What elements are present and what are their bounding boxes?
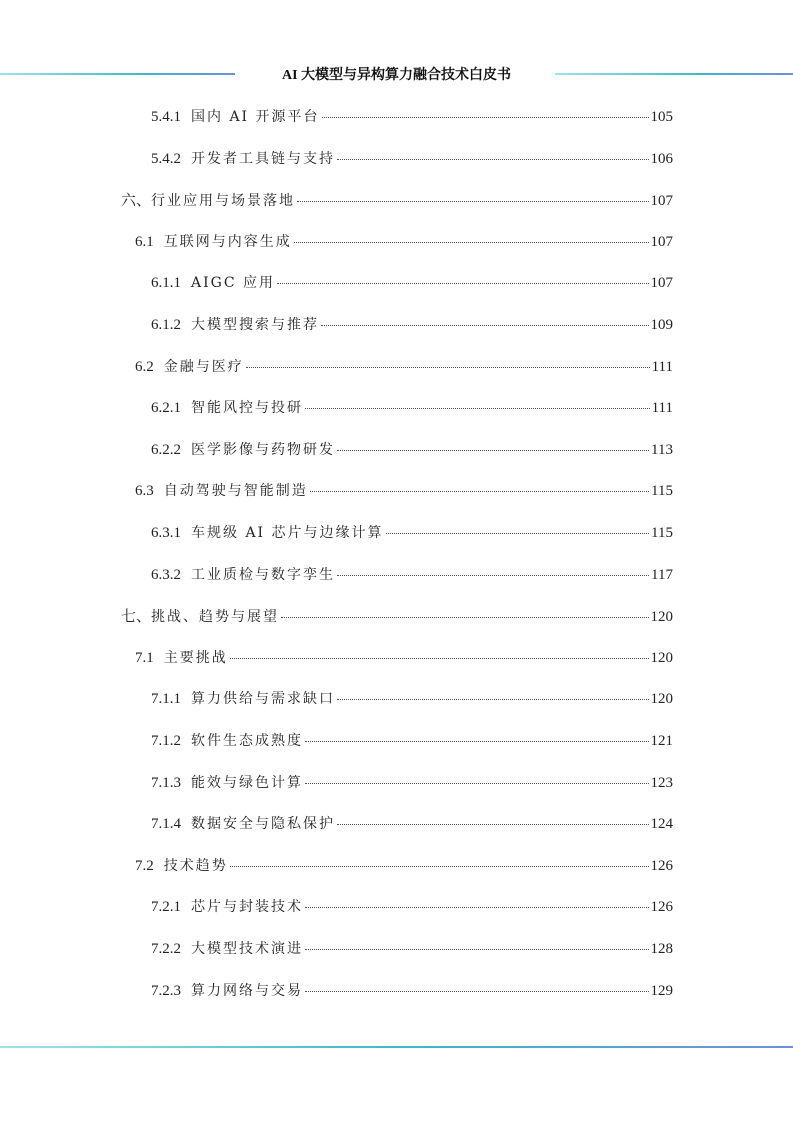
toc-entry-title: AIGC 应用 — [191, 275, 275, 292]
toc-entry-number: 6.1.2 — [151, 317, 181, 333]
toc-entry[interactable] — [135, 356, 673, 376]
toc-entry[interactable] — [135, 855, 673, 875]
toc-entry-number: 7.1.2 — [151, 733, 181, 749]
toc-entry-title: 开发者工具链与支持 — [191, 150, 335, 167]
toc-entry[interactable] — [151, 522, 673, 542]
toc-entry-number: 7.1.4 — [151, 816, 181, 833]
toc-leader-dots — [305, 907, 649, 908]
toc-entry-number: 7.2.2 — [151, 941, 181, 957]
toc-entry[interactable] — [151, 564, 673, 584]
toc-leader-dots — [305, 991, 649, 992]
toc-entry-page: 126 — [650, 857, 673, 874]
toc-entry-page: 126 — [650, 899, 673, 916]
toc-leader-dots — [281, 617, 648, 618]
toc-entry-page: 106 — [650, 150, 673, 167]
toc-entry-number: 7.1.3 — [151, 774, 181, 791]
toc-entry-page: 109 — [650, 317, 673, 333]
toc-entry-title: 数据安全与隐私保护 — [191, 816, 335, 833]
toc-entry-title: 车规级 AI 芯片与边缘计算 — [191, 525, 384, 541]
toc-entry[interactable] — [151, 314, 673, 334]
toc-entry-number: 六、 — [121, 193, 152, 210]
toc-entry[interactable] — [151, 106, 673, 126]
toc-entry-title: 主要挑战 — [163, 649, 228, 666]
toc-leader-dots — [277, 283, 649, 284]
toc-entry-title: 软件生态成熟度 — [191, 733, 303, 749]
toc-entry[interactable] — [121, 189, 673, 209]
toc-entry[interactable] — [151, 688, 673, 708]
toc-entry-number: 6.2.2 — [151, 441, 181, 458]
toc-entry-number: 6.3 — [135, 483, 154, 500]
toc-entry-number: 5.4.2 — [151, 150, 181, 167]
toc-entry-number: 七、 — [121, 609, 152, 626]
toc-entry-number: 7.2.3 — [151, 982, 181, 999]
toc-entry[interactable] — [151, 896, 673, 916]
page-header-title: AI 大模型与异构算力融合技术白皮书 — [281, 68, 512, 83]
toc-entry-page: 117 — [651, 566, 673, 583]
toc-leader-dots — [294, 242, 649, 243]
toc-leader-dots — [297, 201, 648, 202]
toc-entry-number: 6.3.1 — [151, 525, 181, 541]
toc-entry[interactable] — [135, 480, 673, 500]
toc-entry[interactable] — [151, 813, 673, 833]
toc-entry[interactable] — [151, 272, 673, 292]
toc-leader-dots — [305, 949, 649, 950]
toc-entry[interactable] — [151, 730, 673, 750]
toc-entry-number: 6.1.1 — [151, 275, 181, 292]
toc-entry[interactable] — [151, 980, 673, 1000]
toc-leader-dots — [337, 699, 649, 700]
toc-entry[interactable] — [151, 148, 673, 168]
toc-entry-title: 智能风控与投研 — [191, 400, 303, 417]
toc-entry-title: 互联网与内容生成 — [163, 233, 292, 250]
toc-leader-dots — [230, 658, 649, 659]
toc-leader-dots — [386, 533, 650, 534]
toc-entry[interactable] — [151, 397, 673, 417]
toc-leader-dots — [322, 117, 649, 118]
toc-entry-title: 算力供给与需求缺口 — [191, 691, 335, 708]
toc-entry-title: 大模型搜索与推荐 — [191, 317, 319, 333]
toc-entry-number: 7.1.1 — [151, 691, 181, 708]
toc-leader-dots — [321, 325, 649, 326]
toc-entry-title: 能效与绿色计算 — [191, 774, 303, 791]
toc-leader-dots — [305, 783, 649, 784]
toc-entry-title: 自动驾驶与智能制造 — [163, 483, 308, 500]
toc-entry-title: 行业应用与场景落地 — [151, 193, 296, 210]
toc-entry-title: 技术趋势 — [163, 857, 228, 874]
toc-entry-page: 115 — [651, 483, 673, 500]
toc-entry-number: 7.2.1 — [151, 899, 181, 916]
toc-entry-page: 107 — [650, 233, 673, 250]
toc-entry-page: 107 — [650, 275, 673, 292]
toc-entry-page: 129 — [650, 982, 673, 999]
toc-entry-number: 5.4.1 — [151, 109, 181, 125]
toc-entry-page: 105 — [650, 109, 673, 125]
toc-entry-page: 120 — [650, 609, 673, 626]
footer-line — [0, 1046, 793, 1048]
toc-entry-title: 工业质检与数字孪生 — [191, 566, 335, 583]
toc-entry-number: 6.3.2 — [151, 566, 181, 583]
toc-leader-dots — [337, 159, 649, 160]
toc-entry[interactable] — [135, 647, 673, 667]
toc-leader-dots — [337, 575, 649, 576]
toc-entry-number: 6.1 — [135, 233, 154, 250]
toc-entry[interactable] — [151, 772, 673, 792]
toc-entry-page: 113 — [651, 441, 673, 458]
toc-entry-page: 111 — [651, 358, 673, 375]
toc-entry-title: 芯片与封装技术 — [191, 899, 303, 916]
toc-leader-dots — [305, 741, 649, 742]
toc-entry-number: 6.2.1 — [151, 400, 181, 417]
toc-entry-number: 6.2 — [135, 358, 154, 375]
toc-leader-dots — [337, 824, 649, 825]
toc-entry-number: 7.1 — [135, 649, 154, 666]
toc-entry-title: 国内 AI 开源平台 — [191, 109, 320, 125]
toc-entry-title: 大模型技术演进 — [191, 941, 303, 957]
toc-entry[interactable] — [135, 231, 673, 251]
toc-entry-page: 128 — [650, 941, 673, 957]
toc-entry-page: 123 — [650, 774, 673, 791]
toc-leader-dots — [246, 367, 650, 368]
toc-leader-dots — [337, 450, 649, 451]
toc-entry[interactable] — [151, 439, 673, 459]
toc-entry-page: 120 — [650, 691, 673, 708]
toc-leader-dots — [310, 491, 649, 492]
header-line-right — [555, 73, 793, 75]
toc-entry[interactable] — [151, 938, 673, 958]
toc-leader-dots — [230, 866, 649, 867]
toc-entry[interactable] — [121, 605, 673, 625]
toc-entry-title: 医学影像与药物研发 — [191, 441, 335, 458]
toc-entry-title: 挑战、趋势与展望 — [151, 609, 280, 626]
toc-leader-dots — [305, 408, 650, 409]
toc-entry-page: 115 — [651, 525, 673, 541]
toc-entry-number: 7.2 — [135, 857, 154, 874]
toc-entry-page: 124 — [650, 816, 673, 833]
toc-entry-title: 金融与医疗 — [163, 358, 244, 375]
toc-entry-title: 算力网络与交易 — [191, 982, 303, 999]
toc-entry-page: 120 — [650, 649, 673, 666]
toc-entry-page: 111 — [651, 400, 673, 417]
toc-entry-page: 121 — [650, 733, 673, 749]
toc-entry-page: 107 — [650, 193, 673, 210]
